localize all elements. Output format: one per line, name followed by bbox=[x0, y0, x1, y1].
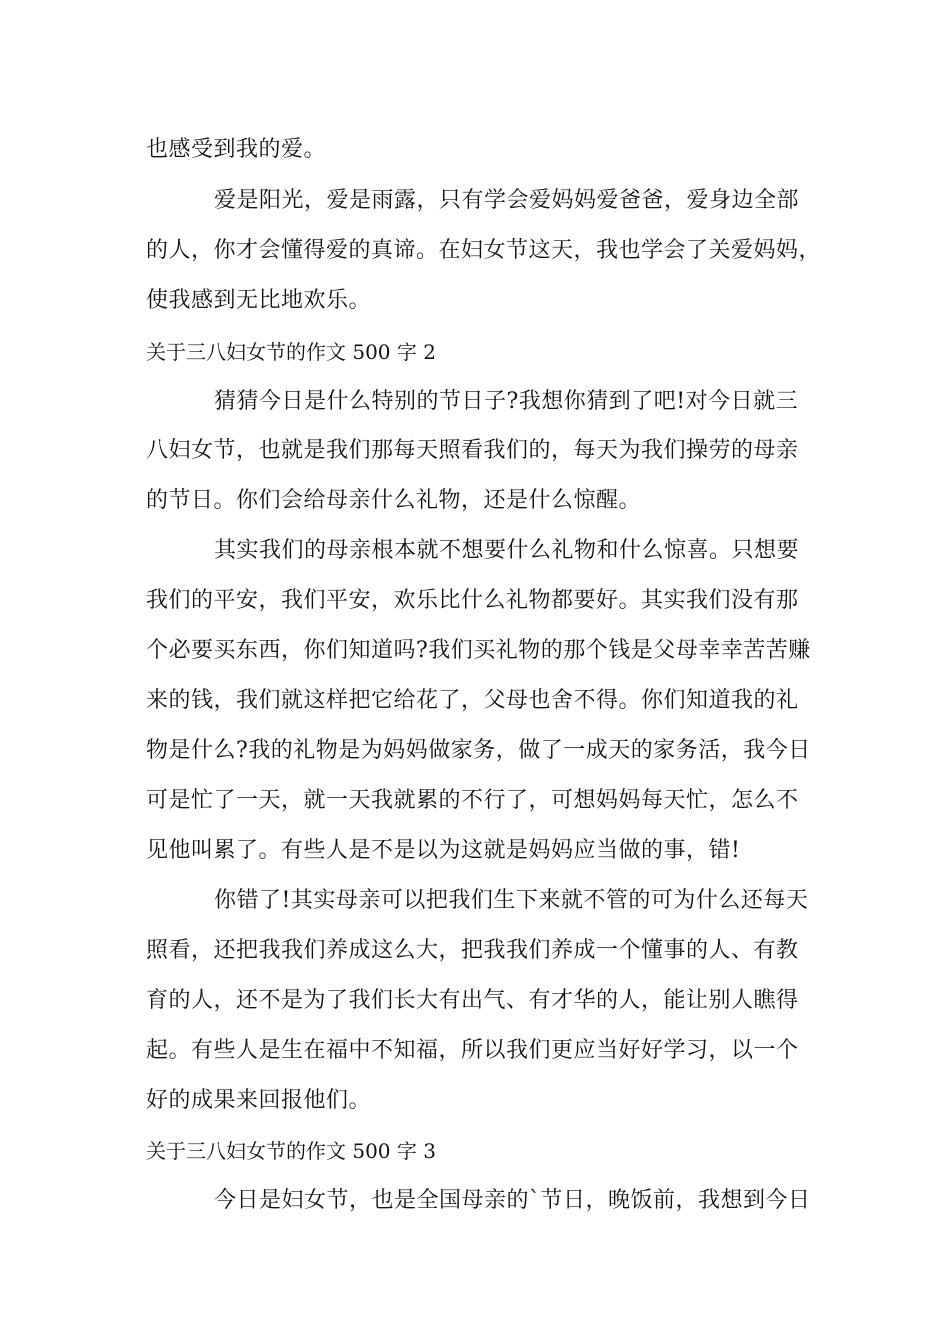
text-line: 我们的平安，我们平安，欢乐比什么礼物都要好。其实我们没有那 bbox=[146, 588, 799, 613]
section-heading: 关于三八妇女节的作文 500 字 2 bbox=[146, 340, 436, 364]
text-line: 物是什么?我的礼物是为妈妈做家务，做了一成天的家务活，我今日 bbox=[146, 738, 811, 763]
text-line: 来的钱，我们就这样把它给花了，父母也舍不得。你们知道我的礼 bbox=[146, 688, 799, 713]
paragraph-first-line: 爱是阳光，爱是雨露，只有学会爱妈妈爱爸爸，爱身边全部 bbox=[214, 188, 800, 213]
paragraph-first-line: 你错了!其实母亲可以把我们生下来就不管的可为什么还每天 bbox=[214, 888, 809, 913]
text-line: 的节日。你们会给母亲什么礼物，还是什么惊醒。 bbox=[146, 488, 642, 513]
paragraph-first-line: 猜猜今日是什么特别的节日子?我想你猜到了吧!对今日就三 bbox=[214, 389, 799, 414]
text-line: 可是忙了一天，就一天我就累的不行了，可想妈妈每天忙，怎么不 bbox=[146, 788, 799, 813]
text-line: 个必要买东西，你们知道吗?我们买礼物的那个钱是父母幸幸苦苦赚 bbox=[146, 638, 811, 663]
paragraph-first-line: 其实我们的母亲根本就不想要什么礼物和什么惊喜。只想要 bbox=[214, 538, 800, 563]
text-line: 见他叫累了。有些人是不是以为这就是妈妈应当做的事，错! bbox=[146, 838, 741, 863]
text-line: 起。有些人是生在福中不知福，所以我们更应当好好学习，以一个 bbox=[146, 1038, 799, 1063]
text-line: 的人，你才会懂得爱的真谛。在妇女节这天，我也学会了关爱妈妈， bbox=[146, 238, 822, 263]
text-line: 八妇女节，也就是我们那每天照看我们的，每天为我们操劳的母亲 bbox=[146, 438, 799, 463]
text-line: 使我感到无比地欢乐。 bbox=[146, 288, 372, 313]
paragraph-first-line: 今日是妇女节，也是全国母亲的`节日，晚饭前，我想到今日 bbox=[214, 1188, 811, 1213]
section-heading: 关于三八妇女节的作文 500 字 3 bbox=[146, 1139, 436, 1163]
text-line: 照看，还把我我们养成这么大，把我我们养成一个懂事的人、有教 bbox=[146, 938, 799, 963]
text-line: 也感受到我的爱。 bbox=[146, 137, 327, 162]
text-line: 好的成果来回报他们。 bbox=[146, 1088, 372, 1113]
text-line: 育的人，还不是为了我们长大有出气、有才华的人，能让别人瞧得 bbox=[146, 988, 799, 1013]
